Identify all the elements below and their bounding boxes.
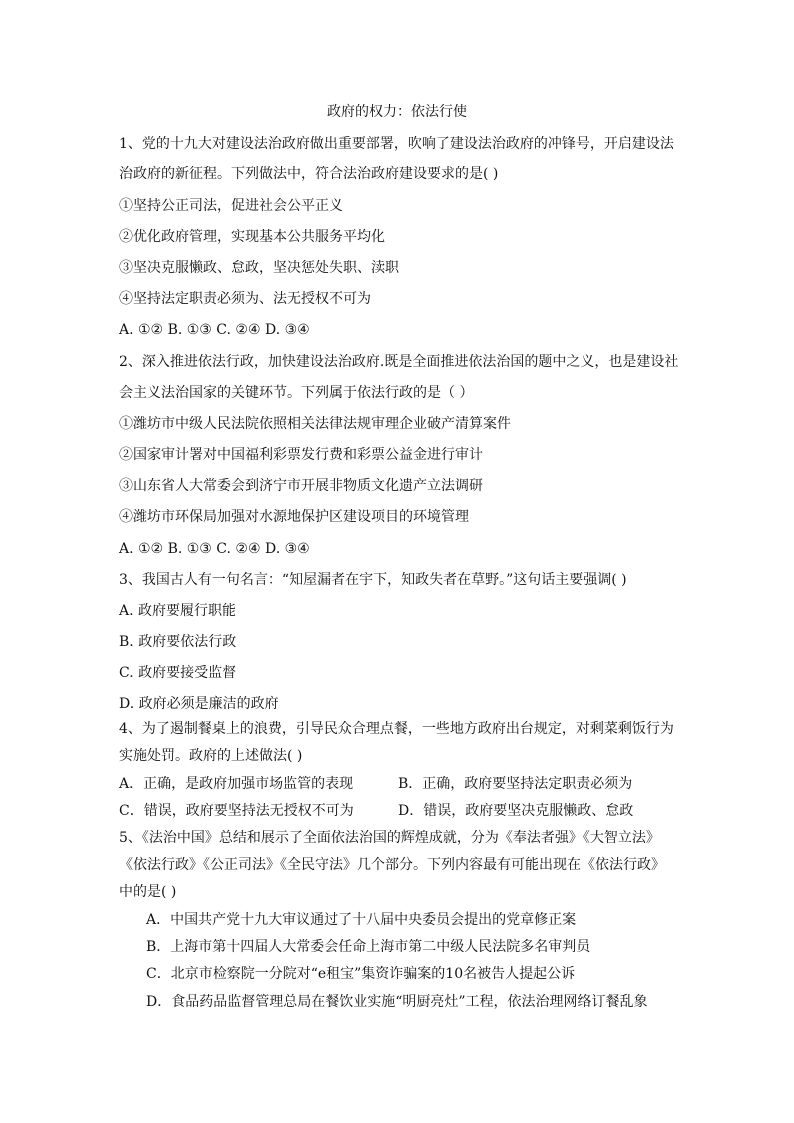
- q5-option-c: C．北京市检察院一分院对“e租宝”集资诈骗案的10名被告人提起公诉: [146, 966, 576, 982]
- q2-stem-line-1: 2、深入推进依法行政，加快建设法治政府.既是全面推进依法治国的题中之义，也是建设社: [119, 354, 679, 370]
- q2-item-1: ①潍坊市中级人民法院依照相关法律法规审理企业破产清算案件: [119, 416, 511, 432]
- q2-item-4: ④潍坊市环保局加强对水源地保护区建设项目的环境管理: [119, 509, 469, 525]
- q1-item-3: ③坚决克服懒政、怠政，坚决惩处失职、渎职: [119, 260, 399, 276]
- q4-option-a: A．正确，是政府加强市场监管的表现: [119, 776, 354, 792]
- q3-option-b: B. 政府要依法行政: [119, 634, 237, 650]
- q3-option-d: D. 政府必须是廉洁的政府: [119, 696, 279, 712]
- q3-stem: 3、我国古人有一句名言：“知屋漏者在宇下，知政失者在草野。”这句话主要强调( ): [119, 572, 627, 588]
- q4-stem-line-1: 4、为了遏制餐桌上的浪费，引导民众合理点餐，一些地方政府出台规定，对剩菜剩饭行为: [119, 721, 674, 737]
- q5-option-a: A．中国共产党十九大审议通过了十八届中央委员会提出的党章修正案: [146, 912, 577, 928]
- q1-stem-line-1: 1、党的十九大对建设法治政府做出重要部署，吹响了建设法治政府的冲锋号，开启建设法: [119, 136, 674, 152]
- page-title: 政府的权力：依法行使: [327, 104, 467, 120]
- q4-option-d: D．错误，政府要坚决克服懒政、怠政: [398, 803, 634, 819]
- q1-item-4: ④坚持法定职责必须为、法无授权不可为: [119, 291, 371, 307]
- q4-option-c: C．错误，政府要坚持法无授权不可为: [119, 803, 354, 819]
- q1-options: A. ①② B. ①③ C. ②④ D. ③④: [119, 322, 310, 338]
- q4-option-b: B．正确，政府要坚持法定职责必须为: [398, 776, 633, 792]
- q1-stem-line-2: 治政府的新征程。下列做法中，符合法治政府建设要求的是( ): [119, 166, 499, 182]
- q1-item-2: ②优化政府管理，实现基本公共服务平均化: [119, 229, 385, 245]
- q5-stem-line-3: 中的是( ): [119, 884, 177, 900]
- q3-option-c: C. 政府要接受监督: [119, 665, 237, 681]
- q5-option-b: B．上海市第十四届人大常委会任命上海市第二中级人民法院多名审判员: [146, 939, 591, 955]
- q2-item-2: ②国家审计署对中国福利彩票发行费和彩票公益金进行审计: [119, 447, 483, 463]
- q5-stem-line-2: 《依法行政》《公正司法》《全民守法》几个部分。下列内容最有可能出现在《依法行政》: [119, 857, 665, 873]
- q2-stem-line-2: 会主义法治国家的关键环节。下列属于依法行政的是（ ）: [119, 385, 474, 401]
- q3-option-a: A. 政府要履行职能: [119, 603, 237, 619]
- q5-stem-line-1: 5、《法治中国》总结和展示了全面依法治国的辉煌成就，分为《奉法者强》《大智立法》: [119, 830, 660, 846]
- q4-stem-line-2: 实施处罚。政府的上述做法( ): [119, 748, 303, 764]
- q2-item-3: ③山东省人大常委会到济宁市开展非物质文化遗产立法调研: [119, 478, 483, 494]
- q5-option-d: D．食品药品监督管理总局在餐饮业实施“明厨亮灶”工程，依法治理网络订餐乱象: [146, 994, 648, 1010]
- q2-options: A. ①② B. ①③ C. ②④ D. ③④: [119, 541, 310, 557]
- q1-item-1: ①坚持公正司法，促进社会公平正义: [119, 198, 343, 214]
